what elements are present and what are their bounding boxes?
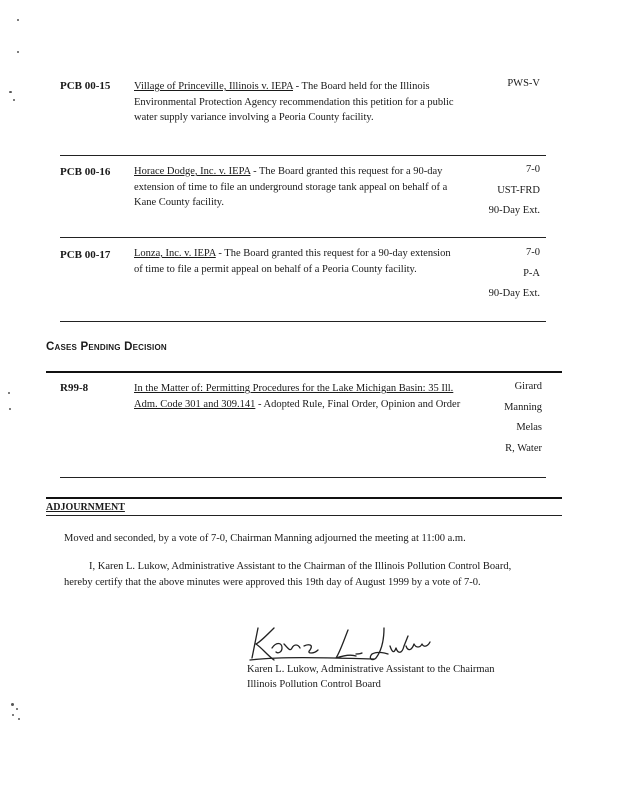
case-text: - Adopted Rule, Final Order, Opinion and Order bbox=[255, 398, 461, 410]
case-title: Village of Princeville, Illinois v. IEPA bbox=[134, 81, 293, 92]
vote-label: Manning bbox=[504, 401, 542, 413]
scan-speck bbox=[16, 708, 18, 710]
scan-speck bbox=[17, 19, 19, 21]
case-title: Lonza, Inc. v. IEPA bbox=[134, 248, 216, 259]
vote-count: 7-0 bbox=[526, 164, 540, 175]
scan-speck bbox=[12, 714, 14, 716]
scan-speck bbox=[17, 51, 19, 53]
section-heading: Cases Pending Decision bbox=[46, 341, 167, 353]
vote-count: 7-0 bbox=[526, 247, 540, 258]
case-description bbox=[134, 79, 460, 126]
scan-speck bbox=[18, 718, 20, 720]
section-divider bbox=[46, 515, 562, 516]
section-divider bbox=[60, 477, 546, 478]
vote-label: R, Water bbox=[505, 442, 542, 454]
scan-speck bbox=[9, 91, 12, 93]
vote-label: Melas bbox=[516, 422, 542, 433]
scan-speck bbox=[13, 99, 15, 101]
scan-speck bbox=[9, 408, 11, 410]
vote-column bbox=[462, 74, 540, 95]
certification-paragraph: I, Karen L. Lukow, Administrative Assistant to the Chairman of the Illinois Pollution Control Board, hereby certify that the above minutes were approved this 19th day of August 1999 by a vote of 7-0. bbox=[64, 561, 512, 588]
section-divider bbox=[60, 155, 546, 156]
section-divider bbox=[46, 371, 562, 373]
adjournment-motion: Moved and seconded, by a vote of 7-0, Chairman Manning adjourned the meeting at 11:00 a.m. bbox=[64, 533, 466, 544]
case-number: PCB 00-15 bbox=[60, 80, 111, 92]
vote-label: 90-Day Ext. bbox=[488, 205, 540, 216]
case-number: PCB 00-16 bbox=[60, 166, 111, 178]
vote-label: PWS-V bbox=[507, 78, 540, 89]
adjournment-heading: ADJOURNMENT bbox=[46, 502, 125, 513]
vote-label: Girard bbox=[514, 381, 542, 392]
section-divider bbox=[46, 497, 562, 499]
case-number: R99-8 bbox=[60, 382, 89, 394]
case-text: - The Board granted this request for a 90-day extension of time to file a permit appeal on behalf of a Peoria County facility. bbox=[134, 248, 451, 275]
scan-speck bbox=[8, 392, 10, 394]
scan-speck bbox=[11, 703, 14, 706]
section-divider bbox=[60, 321, 546, 322]
vote-column bbox=[462, 243, 540, 305]
vote-label: 90-Day Ext. bbox=[488, 288, 540, 299]
case-description bbox=[134, 246, 460, 277]
case-description bbox=[134, 164, 468, 211]
vote-column bbox=[462, 160, 540, 222]
signature bbox=[244, 622, 434, 664]
case-number: PCB 00-17 bbox=[60, 249, 111, 261]
vote-column bbox=[462, 377, 542, 459]
signer-title: Karen L. Lukow, Administrative Assistant to the Chairman bbox=[247, 664, 495, 675]
case-text: - The Board held for the Illinois Environmental Protection Agency recommendation this petition for a public water supply variance involving a Peoria County facility. bbox=[134, 81, 454, 123]
vote-label: P-A bbox=[523, 267, 540, 279]
case-title: In the Matter of: Permitting Procedures for the Lake Michigan Basin: 35 Ill. Adm. Code 301 and 309.141 bbox=[134, 383, 454, 410]
case-text: - The Board granted this request for a 90-day extension of time to file an underground storage tank appeal on behalf of a Kane County facility. bbox=[134, 166, 448, 208]
section-divider bbox=[60, 237, 546, 238]
case-description bbox=[134, 381, 462, 412]
vote-label: UST-FRD bbox=[497, 184, 540, 196]
case-title: Horace Dodge, Inc. v. IEPA bbox=[134, 166, 251, 177]
signer-organization: Illinois Pollution Control Board bbox=[247, 679, 381, 690]
